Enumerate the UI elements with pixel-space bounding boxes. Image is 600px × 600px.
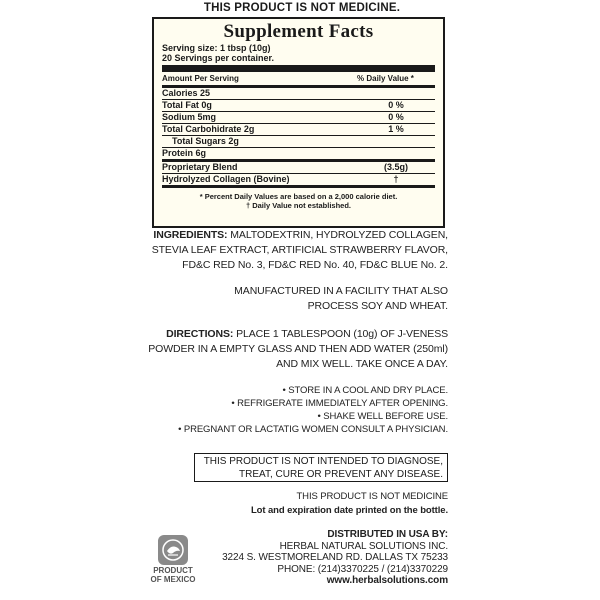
eagle-emblem-icon (158, 535, 188, 565)
nutrient-row (162, 136, 435, 148)
ingredients (152, 228, 448, 273)
nutrient-name: Total Carbohidrate 2g (162, 124, 255, 134)
footnote-daily-values: * Percent Daily Values are based on a 2,000 calorie diet. (199, 192, 398, 201)
distributor-label: DISTRIBUTED IN USA BY: (327, 529, 448, 540)
nutrient-value: 0 % (388, 112, 404, 122)
distributor-website: www.herbalsolutions.com (326, 575, 448, 586)
nutrient-row (162, 124, 435, 136)
nutrient-name: Total Sugars 2g (172, 136, 239, 146)
distributor-address: 3224 S. WESTMORELAND RD. DALLAS TX 75233 (222, 552, 448, 563)
nutrient-value: (3.5g) (383, 162, 408, 172)
nutrient-value (357, 148, 435, 159)
disclaimer-box (194, 453, 448, 482)
directions-line: POWDER IN A EMPTY GLASS AND THEN ADD WATER (250ml) (148, 343, 448, 355)
nutrient-name: Protein 6g (162, 148, 207, 158)
nutrient-value (357, 88, 435, 99)
directions (148, 327, 448, 372)
ingredients-line: FD&C RED No. 3, FD&C RED No. 40, FD&C BLUE No. 2. (182, 259, 448, 271)
disclaimer-line: THIS PRODUCT IS NOT INTENDED TO DIAGNOSE, (203, 456, 443, 467)
distributor-name: HERBAL NATURAL SOLUTIONS INC. (279, 540, 448, 552)
nutrient-row (162, 100, 435, 112)
ingredients-text: MALTODEXTRIN, HYDROLYZED COLLAGEN, (227, 229, 448, 241)
nutrient-row (162, 174, 435, 188)
distributor (222, 529, 448, 587)
facility-line: PROCESS SOY AND WHEAT. (307, 300, 448, 312)
warning-item: • REFRIGERATE IMMEDIATELY AFTER OPENING. (231, 398, 448, 409)
directions-label: DIRECTIONS: (166, 328, 234, 340)
warning-item: • SHAKE WELL BEFORE USE. (317, 411, 448, 422)
nutrient-row (162, 88, 435, 100)
directions-line: AND MIX WELL. TAKE ONCE A DAY. (276, 358, 448, 370)
warning-item: • PREGNANT OR LACTATIG WOMEN CONSULT A PHYSICIAN. (178, 424, 448, 435)
nutrient-row (162, 112, 435, 124)
daily-value-header: % Daily Value * (357, 74, 414, 83)
nutrient-name: Proprietary Blend (162, 162, 238, 172)
not-medicine-notice: THIS PRODUCT IS NOT MEDICINE (296, 491, 448, 502)
nutrient-name: Total Fat 0g (162, 100, 212, 110)
ingredients-line: STEVIA LEAF EXTRACT, ARTIFICIAL STRAWBERRY FLAVOR, (151, 244, 448, 256)
origin-line: OF MEXICO (150, 575, 196, 584)
nutrient-name: Calories 25 (162, 88, 211, 98)
nutrient-value: 0 % (388, 100, 404, 110)
footnote-not-established: † Daily Value not established. (245, 201, 352, 210)
facts-title: Supplement Facts (223, 21, 374, 42)
serving-size: Serving size: 1 tbsp (10g) (162, 43, 271, 53)
facility-line: MANUFACTURED IN A FACILITY THAT ALSO (234, 285, 448, 297)
lot-notice: Lot and expiration date printed on the bottle. (250, 505, 448, 516)
amount-header-row (162, 74, 435, 88)
nutrient-name: Sodium 5mg (162, 112, 217, 122)
ingredients-label: INGREDIENTS: (153, 229, 228, 241)
warning-item: • STORE IN A COOL AND DRY PLACE. (282, 385, 448, 396)
origin-line: PRODUCT (153, 566, 193, 575)
directions-text: PLACE 1 TABLESPOON (10g) OF J-VENESS (233, 328, 448, 340)
facts-footnote (162, 192, 435, 210)
nutrient-value: 1 % (388, 124, 404, 134)
nutrient-row (162, 162, 435, 174)
supplement-facts-panel (152, 17, 445, 228)
facility-notice (234, 284, 448, 314)
nutrient-name: Hydrolyzed Collagen (Bovine) (162, 174, 290, 184)
product-origin (148, 566, 198, 584)
divider-bar (162, 65, 435, 72)
distributor-phone: PHONE: (214)3370225 / (214)3370229 (277, 563, 448, 575)
disclaimer-line: TREAT, CURE OR PREVENT ANY DISEASE. (239, 469, 443, 480)
directions-line (148, 327, 448, 342)
amount-header: Amount Per Serving (162, 74, 239, 83)
warnings-list (178, 384, 448, 436)
nutrient-value (357, 136, 435, 147)
top-warning: THIS PRODUCT IS NOT MEDICINE. (203, 2, 401, 14)
nutrient-row (162, 148, 435, 162)
ingredients-line (152, 228, 448, 243)
servings-per-container: 20 Servings per container. (162, 53, 275, 63)
made-in-mexico-badge-icon (158, 535, 188, 565)
nutrient-value: † (393, 174, 399, 184)
